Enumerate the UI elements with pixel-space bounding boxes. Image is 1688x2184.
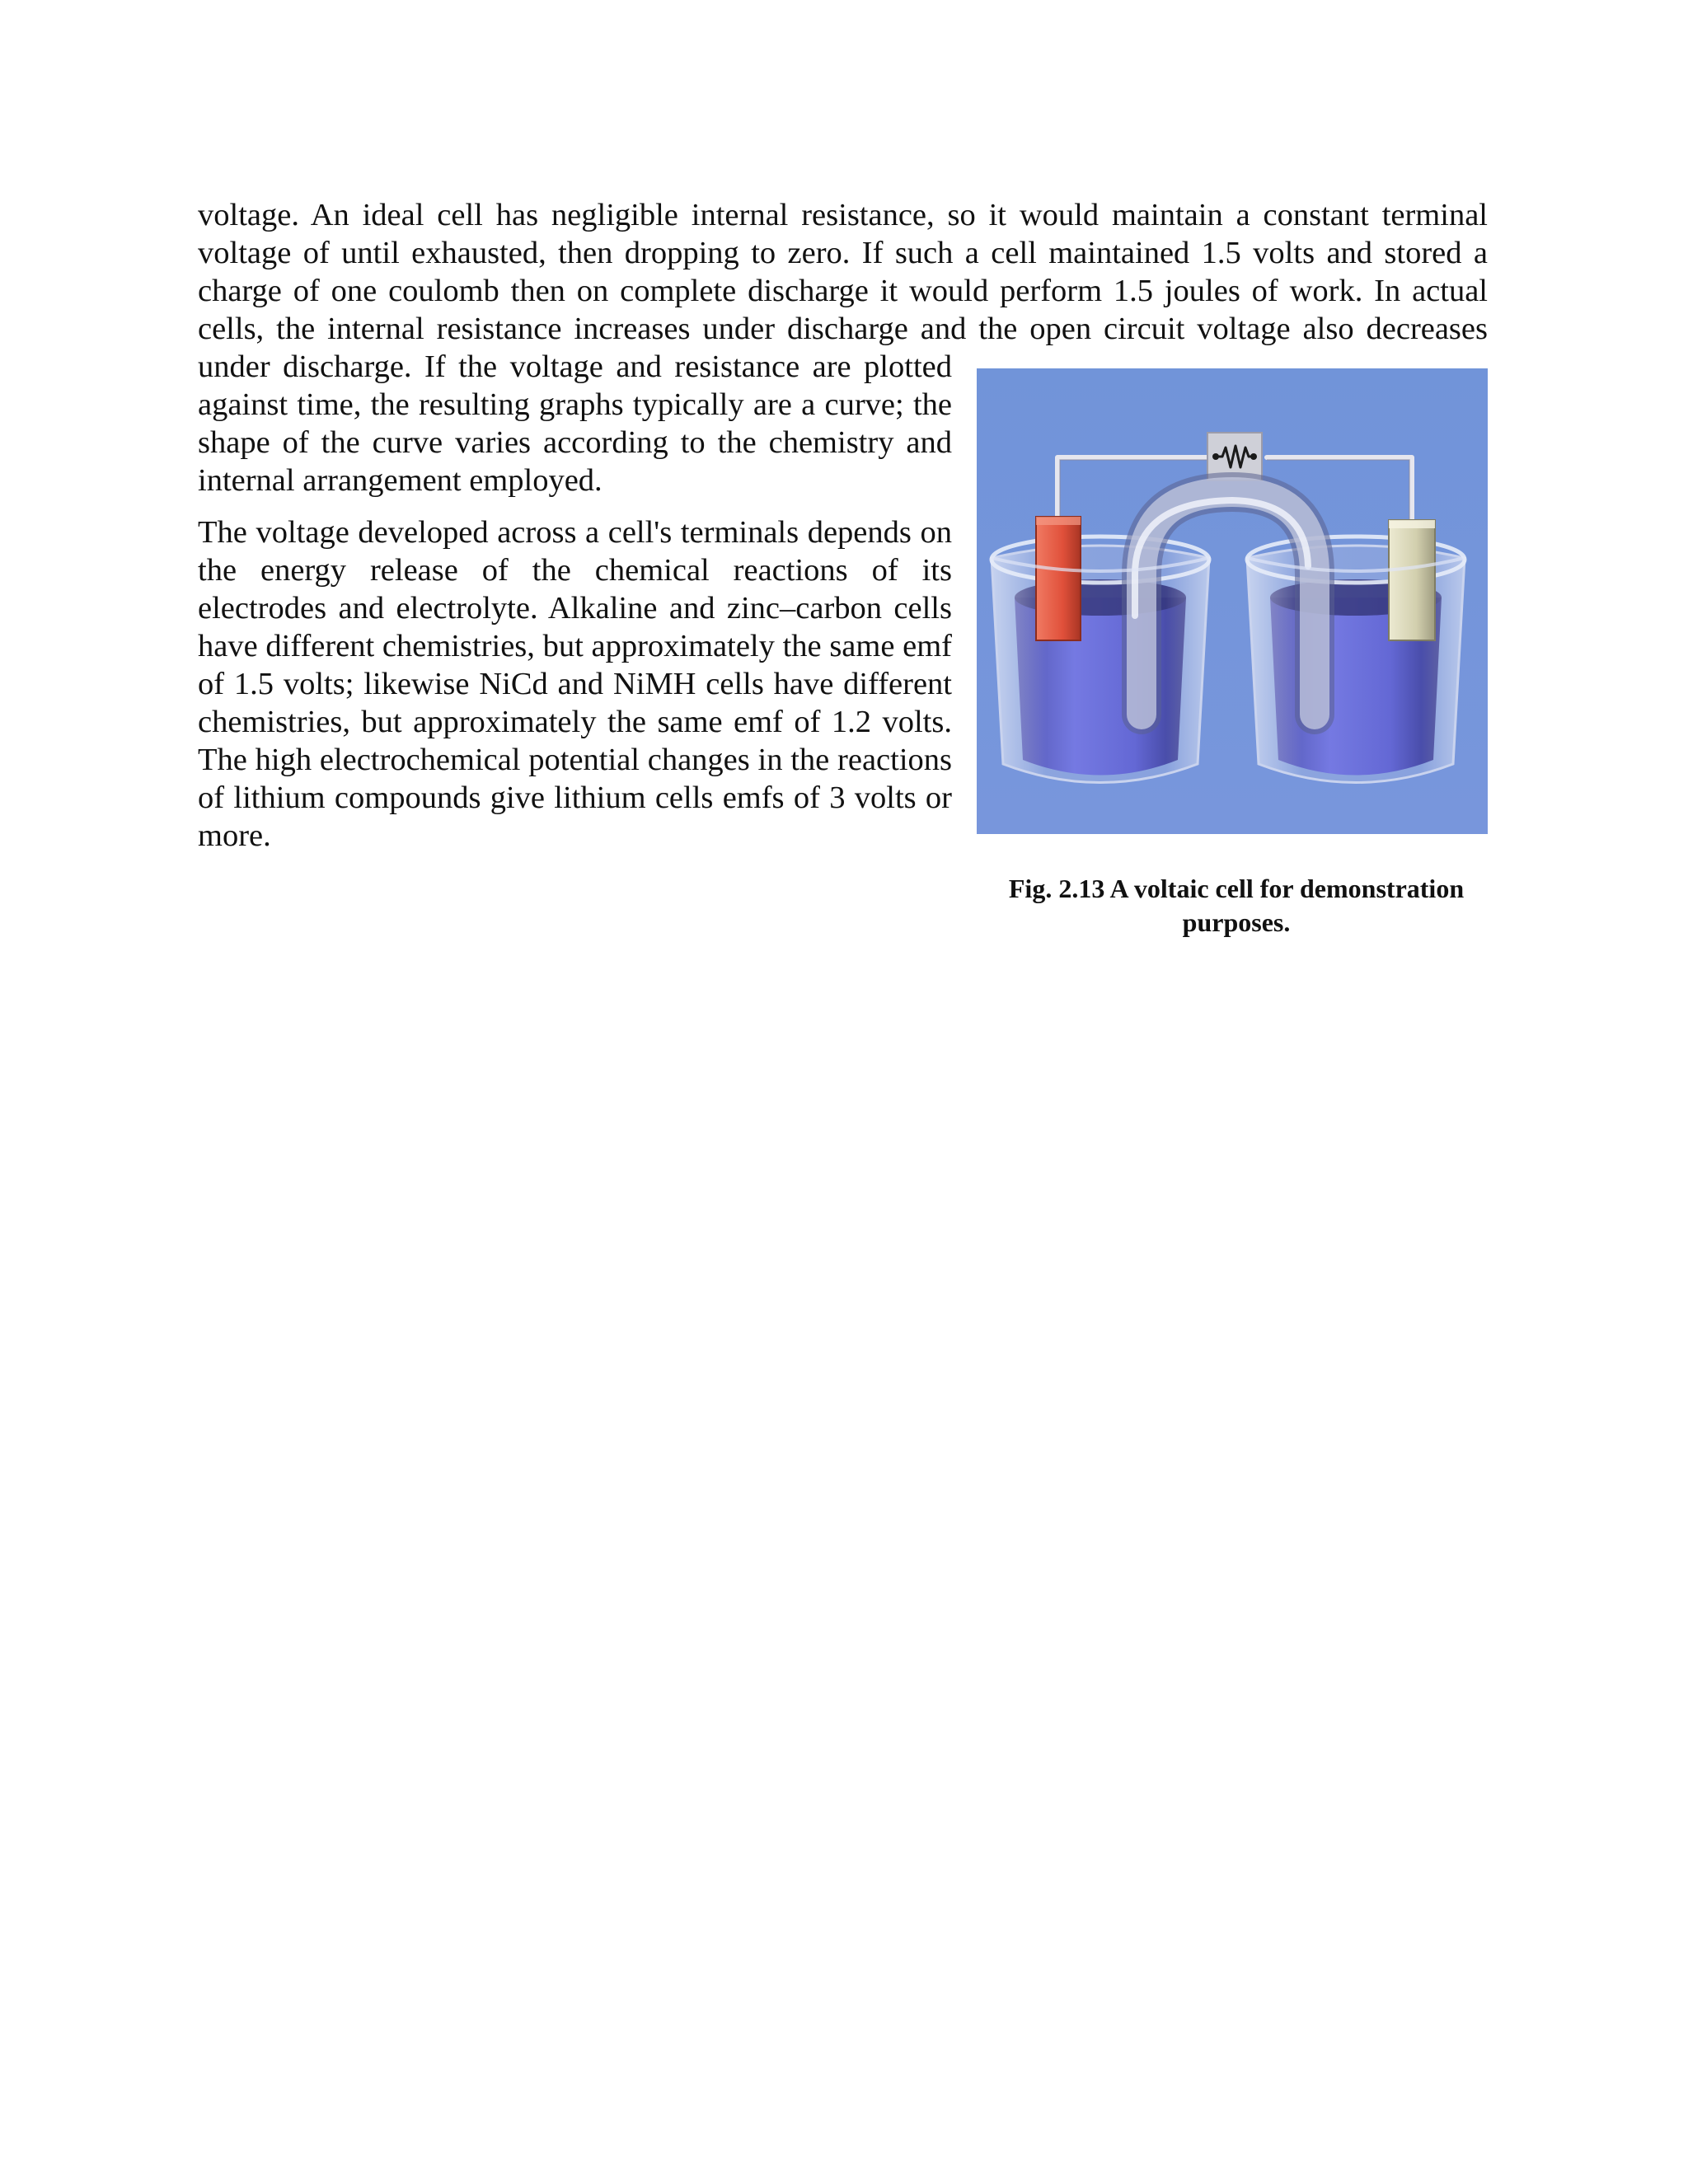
left-text-column	[198, 348, 952, 855]
voltaic-cell-illustration	[977, 368, 1488, 834]
left-beaker	[992, 537, 1209, 783]
anode-electrode	[1036, 517, 1081, 640]
paragraph-discharge-curve: under discharge. If the voltage and resistance are plotted against time, the resulting graphs typically are a curve; the shape of the curve varies according to the chemistry and internal arrangement employed.	[198, 349, 952, 498]
paragraph-emf: The voltage developed across a cell's terminals depends on the energy release of the chemical reactions of its electrodes and electrolyte. Alkaline and zinc–carbon cells have different chemistries, but approximately the same emf of 1.5 volts; likewise NiCd and NiMH cells have different chemistries, but approximately the same emf of 1.2 volts. The high electrochemical potential changes in the reactions of lithium compounds give lithium cells emfs of 3 volts or more.	[198, 515, 952, 853]
cathode-electrode	[1389, 520, 1435, 640]
figure-caption: Fig. 2.13 A voltaic cell for demonstration purposes.	[1008, 874, 1465, 937]
voltaic-cell-figure	[977, 368, 1488, 834]
paragraph-intro: voltage. An ideal cell has negligible internal resistance, so it would maintain a constant terminal voltage of until exhausted, then dropping to zero. If such a cell maintained 1.5 volts and stored a charge of one coulomb then on complete discharge it would perform 1.5 joules of work. In actual cells, the internal resistance increases under discharge and the open circuit voltage also decreases	[198, 198, 1488, 346]
